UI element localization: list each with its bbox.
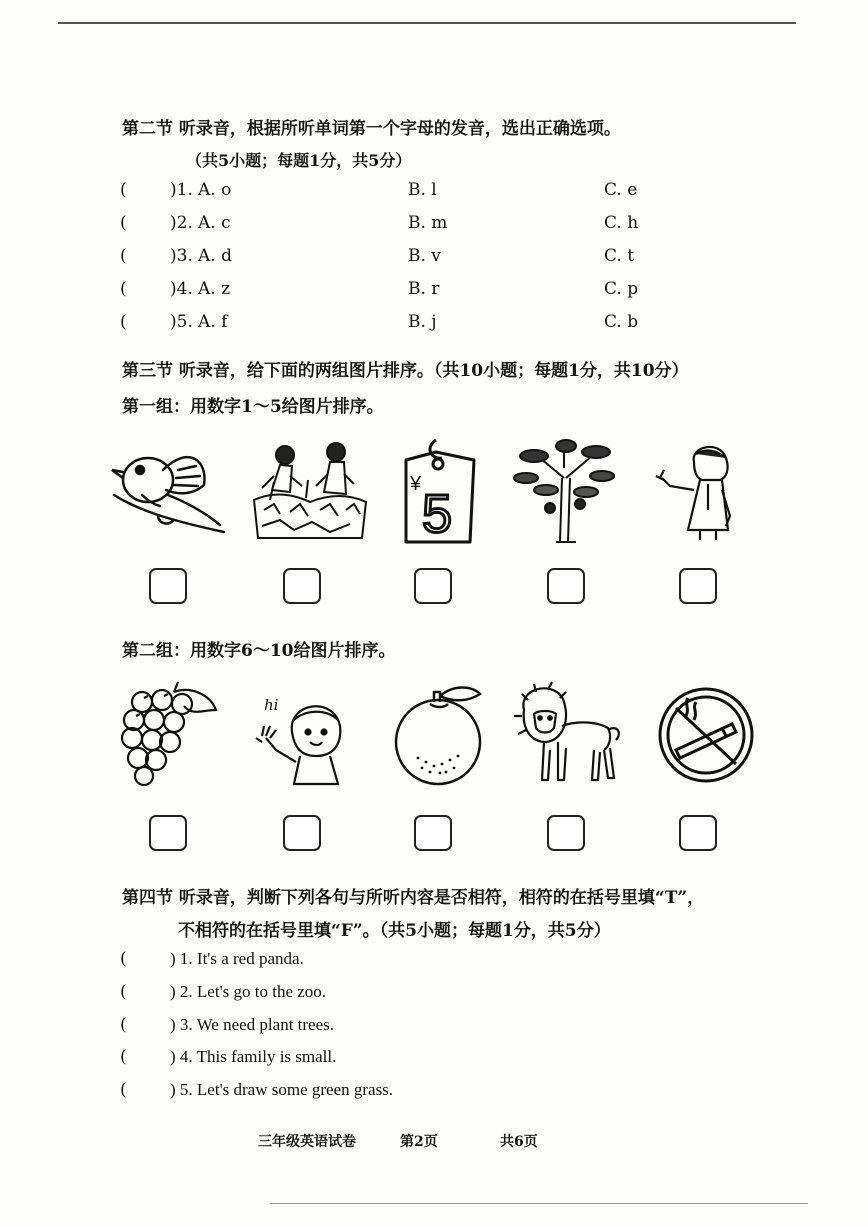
section2-title: 第二节 听录音，根据所听单词第一个字母的发音，选出正确选项。 [122, 119, 621, 139]
bottom-rule [270, 1203, 808, 1204]
answer-bracket[interactable]: ( [120, 1047, 127, 1067]
order-box-7[interactable] [283, 815, 321, 851]
boy-picture [650, 440, 770, 550]
option-b: B. v [408, 246, 441, 266]
question-number: )2. [170, 213, 193, 233]
group1-label: 第一组：用数字1～5给图片排序。 [122, 397, 384, 417]
statement-text: ) 3. We need plant trees. [170, 1015, 335, 1034]
footer-subject: 三年级英语试卷 [258, 1134, 356, 1150]
group2-label: 第二组：用数字6～10给图片排序。 [122, 641, 396, 661]
section2-note: （共5小题；每题1分，共5分） [186, 151, 412, 170]
option-c: C. t [604, 246, 635, 266]
option-a: A. d [198, 246, 232, 266]
option-c: C. b [604, 312, 639, 332]
answer-bracket[interactable]: ( [120, 982, 127, 1002]
footer-total: 共6页 [500, 1134, 538, 1150]
order-box-10[interactable] [679, 815, 717, 851]
answer-bracket[interactable]: ( [120, 279, 127, 299]
answer-bracket[interactable]: ( [120, 1080, 127, 1100]
section4-title: 第四节 听录音，判断下列各句与所听内容是否相符，相符的在括号里填“T”， [122, 888, 705, 908]
top-rule [58, 22, 796, 24]
section3-title: 第三节 听录音，给下面的两组图片排序。（共10小题；每题1分，共10分） [122, 361, 689, 381]
order-box-5[interactable] [679, 568, 717, 604]
order-box-8[interactable] [414, 815, 452, 851]
answer-bracket[interactable]: ( [120, 213, 127, 233]
option-a: A. o [198, 180, 232, 200]
question-number: )1. [170, 180, 193, 200]
statement-text: ) 5. Let's draw some green grass. [170, 1080, 394, 1099]
answer-bracket[interactable]: ( [120, 1015, 127, 1035]
order-box-9[interactable] [547, 815, 585, 851]
tree-picture [506, 438, 626, 548]
option-a: A. c [198, 213, 231, 233]
price-number: 5 [422, 484, 453, 544]
statement-text: ) 4. This family is small. [170, 1047, 337, 1066]
footer-page: 第2页 [400, 1134, 438, 1150]
question-number: )3. [170, 246, 193, 266]
order-box-3[interactable] [414, 568, 452, 604]
answer-bracket[interactable]: ( [120, 949, 127, 969]
yen-symbol: ¥ [410, 473, 422, 495]
question-number: )4. [170, 279, 193, 299]
grapes-picture [112, 680, 232, 790]
children-planting-picture [250, 440, 370, 550]
order-box-4[interactable] [547, 568, 585, 604]
option-a: A. f [198, 312, 228, 332]
option-b: B. l [408, 180, 437, 200]
option-a: A. z [198, 279, 231, 299]
option-c: C. e [604, 180, 638, 200]
bird-picture [108, 440, 228, 550]
order-box-6[interactable] [149, 815, 187, 851]
statement-text: ) 1. It's a red panda. [170, 949, 304, 968]
girl-waving-picture [248, 680, 368, 790]
statement-text: ) 2. Let's go to the zoo. [170, 982, 327, 1001]
answer-bracket[interactable]: ( [120, 246, 127, 266]
no-smoking-sign-picture [646, 680, 766, 790]
price-tag-picture [384, 438, 504, 548]
order-box-2[interactable] [283, 568, 321, 604]
option-c: C. h [604, 213, 639, 233]
option-c: C. p [604, 279, 639, 299]
section4-title-line2: 不相符的在括号里填“F”。（共5小题；每题1分，共5分） [178, 921, 611, 941]
order-box-1[interactable] [149, 568, 187, 604]
answer-bracket[interactable]: ( [120, 312, 127, 332]
orange-picture [382, 680, 502, 790]
lion-picture [508, 680, 628, 790]
option-b: B. r [408, 279, 440, 299]
answer-bracket[interactable]: ( [120, 180, 127, 200]
speech-hi: hi [264, 696, 279, 714]
question-number: )5. [170, 312, 193, 332]
option-b: B. j [408, 312, 437, 332]
option-b: B. m [408, 213, 448, 233]
